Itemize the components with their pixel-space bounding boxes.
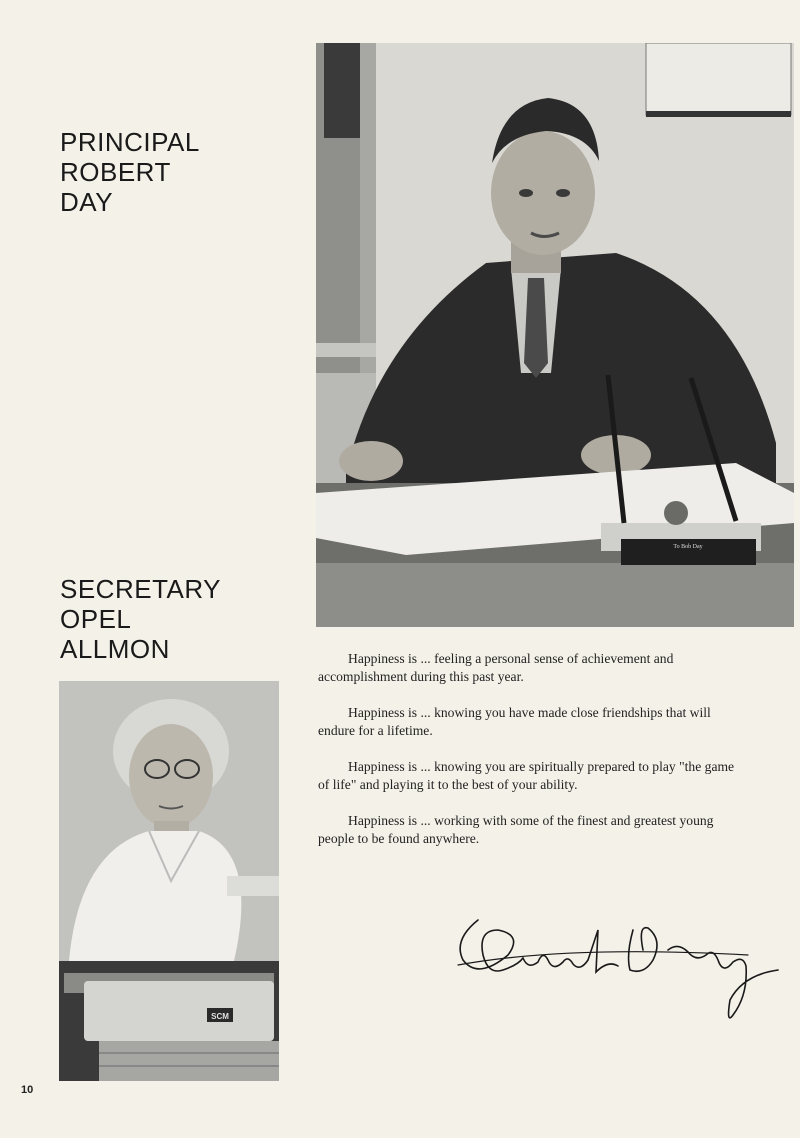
secretary-heading	[60, 574, 221, 664]
message-paragraph: Happiness is ... working with some of the finest and greatest young people to be found anywhere.	[318, 813, 714, 846]
principal-message	[318, 650, 738, 866]
page-number: 10	[21, 1084, 34, 1096]
message-paragraph: Happiness is ... knowing you are spiritually prepared to play "the game of life" and playing it to the best of your ability.	[318, 759, 735, 792]
secretary-photo	[59, 681, 279, 1081]
principal-signature	[448, 900, 793, 1030]
secretary-heading-line: OPEL	[60, 604, 132, 634]
principal-heading-line: PRINCIPAL	[60, 127, 200, 157]
plaque-text: To Bob Day	[673, 544, 703, 550]
principal-heading	[60, 127, 200, 217]
message-paragraph: Happiness is ... knowing you have made close friendships that will endure for a lifetime.	[318, 705, 711, 738]
message-paragraph: Happiness is ... feeling a personal sense of achievement and accomplishment during this past year.	[318, 651, 674, 684]
principal-photo-illustration	[316, 43, 794, 627]
principal-photo	[316, 43, 794, 627]
signature-drawing	[448, 900, 793, 1030]
principal-heading-line: ROBERT	[60, 157, 171, 187]
secretary-photo-illustration	[59, 681, 279, 1081]
principal-heading-line: DAY	[60, 187, 114, 217]
secretary-heading-line: SECRETARY	[60, 574, 222, 604]
secretary-heading-line: ALLMON	[60, 634, 170, 664]
typewriter-brand: SCM	[211, 1012, 229, 1021]
